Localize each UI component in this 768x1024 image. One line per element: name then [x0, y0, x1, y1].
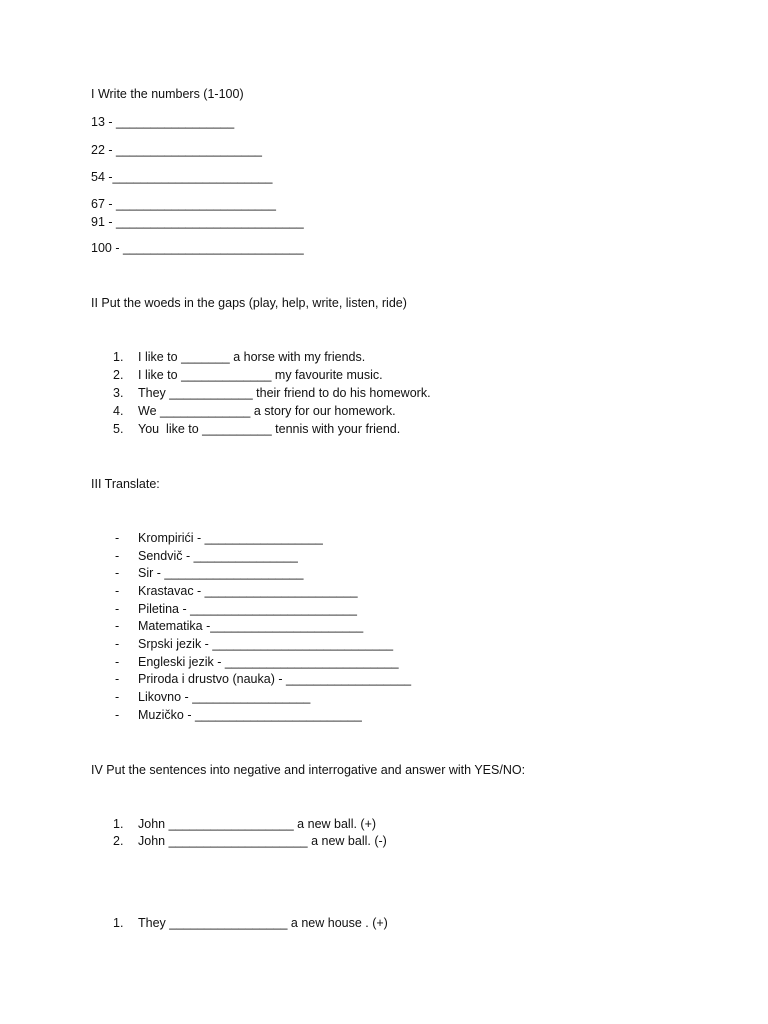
- list-item-number: 1.: [113, 350, 124, 364]
- list-item: We _____________ a story for our homework.: [138, 404, 396, 418]
- list-item: I like to _______ a horse with my friends.: [138, 350, 366, 364]
- section-2-heading: II Put the woeds in the gaps (play, help, write, listen, ride): [91, 296, 407, 310]
- list-item-number: 5.: [113, 422, 124, 436]
- bullet-dash: -: [115, 531, 120, 545]
- section-3-heading: III Translate:: [91, 477, 160, 491]
- list-item-number: 1.: [113, 817, 124, 831]
- list-item: They _________________ a new house . (+): [138, 916, 388, 930]
- list-item-number: 2.: [113, 368, 124, 382]
- list-item: Matematika -______________________: [138, 619, 364, 633]
- list-item-number: 3.: [113, 386, 124, 400]
- number-item-100: 100 - __________________________: [91, 241, 304, 255]
- list-item-number: 1.: [113, 916, 124, 930]
- list-item: They ____________ their friend to do his homework.: [138, 386, 431, 400]
- number-item-22: 22 - _____________________: [91, 143, 263, 157]
- list-item: Sendvič - _______________: [138, 549, 298, 563]
- list-item: You like to __________ tennis with your friend.: [138, 422, 401, 436]
- bullet-dash: -: [115, 584, 120, 598]
- list-item: John ____________________ a new ball. (-): [138, 834, 387, 848]
- section-1-heading: I Write the numbers (1-100): [91, 87, 244, 101]
- bullet-dash: -: [115, 602, 120, 616]
- bullet-dash: -: [115, 549, 120, 563]
- list-item: Engleski jezik - _________________________: [138, 655, 399, 669]
- bullet-dash: -: [115, 672, 120, 686]
- number-item-67: 67 - _______________________: [91, 197, 276, 211]
- list-item: Srpski jezik - __________________________: [138, 637, 394, 651]
- bullet-dash: -: [115, 637, 120, 651]
- section-4-heading: IV Put the sentences into negative and interrogative and answer with YES/NO:: [91, 763, 526, 777]
- list-item-number: 2.: [113, 834, 124, 848]
- number-item-54: 54 -_______________________: [91, 170, 273, 184]
- number-item-13: 13 - _________________: [91, 115, 235, 129]
- list-item: Piletina - ________________________: [138, 602, 357, 616]
- list-item: John __________________ a new ball. (+): [138, 817, 377, 831]
- bullet-dash: -: [115, 619, 120, 633]
- bullet-dash: -: [115, 566, 120, 580]
- list-item: Priroda i drustvo (nauka) - __________________: [138, 672, 412, 686]
- bullet-dash: -: [115, 708, 120, 722]
- list-item: Sir - ____________________: [138, 566, 304, 580]
- list-item: Likovno - _________________: [138, 690, 311, 704]
- list-item: I like to _____________ my favourite music.: [138, 368, 383, 382]
- list-item: Krompirići - _________________: [138, 531, 323, 545]
- bullet-dash: -: [115, 655, 120, 669]
- list-item: Muzičko - ________________________: [138, 708, 362, 722]
- list-item-number: 4.: [113, 404, 124, 418]
- number-item-91: 91 - ___________________________: [91, 215, 304, 229]
- list-item: Krastavac - ______________________: [138, 584, 358, 598]
- bullet-dash: -: [115, 690, 120, 704]
